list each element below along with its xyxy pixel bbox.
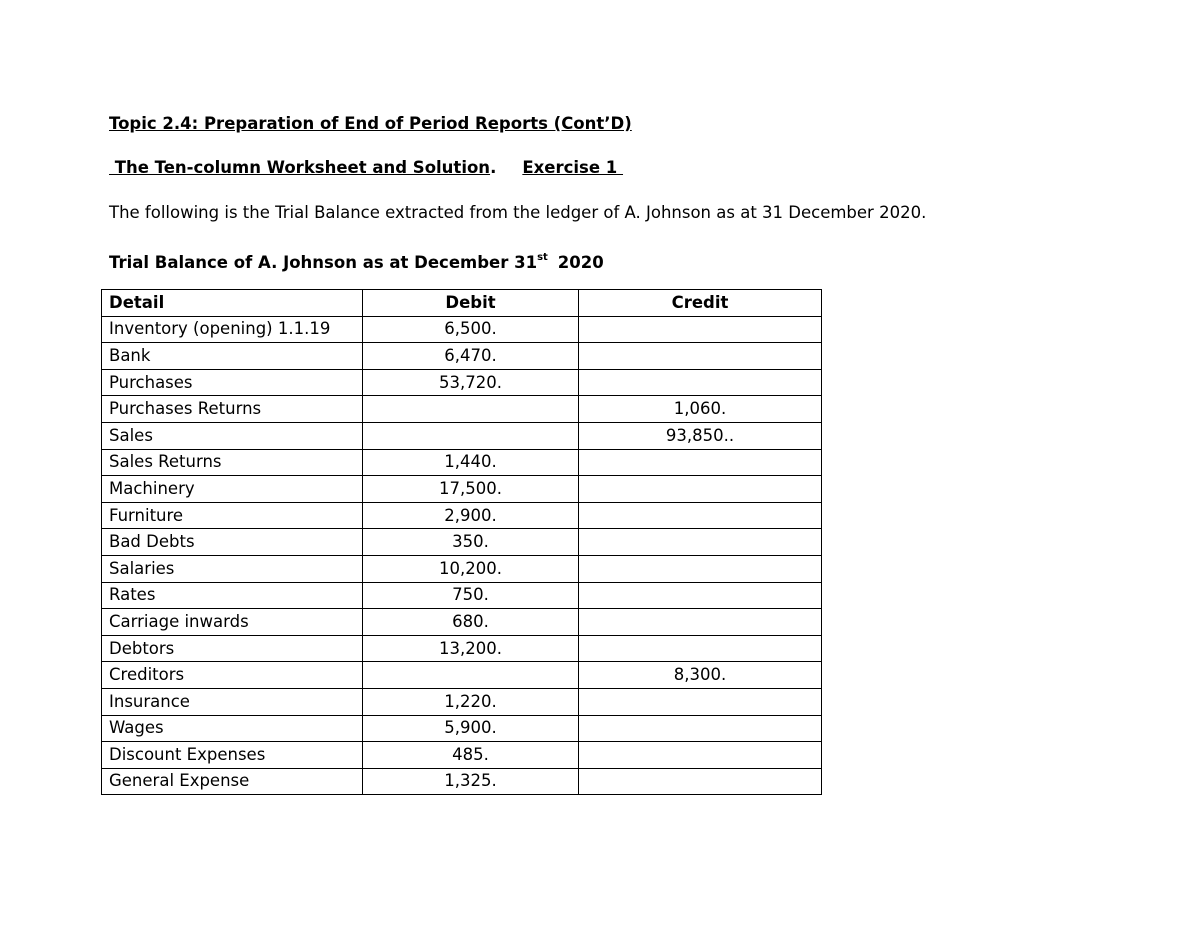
debit-cell: 53,720. — [363, 369, 579, 396]
table-row — [102, 768, 822, 795]
credit-cell — [579, 742, 822, 769]
detail-cell: Discount Expenses — [102, 742, 363, 769]
debit-cell: 17,500. — [363, 476, 579, 503]
detail-cell: Debtors — [102, 635, 363, 662]
table-row — [102, 422, 822, 449]
debit-cell: 350. — [363, 529, 579, 556]
table-row — [102, 609, 822, 636]
detail-cell: Sales Returns — [102, 449, 363, 476]
detail-cell: Machinery — [102, 476, 363, 503]
detail-cell: General Expense — [102, 768, 363, 795]
debit-cell: 1,220. — [363, 688, 579, 715]
detail-cell: Salaries — [102, 555, 363, 582]
detail-cell: Purchases — [102, 369, 363, 396]
table-row — [102, 476, 822, 503]
debit-cell: 6,500. — [363, 316, 579, 343]
table-row — [102, 715, 822, 742]
table-row — [102, 635, 822, 662]
debit-cell — [363, 396, 579, 423]
debit-cell: 10,200. — [363, 555, 579, 582]
debit-cell: 750. — [363, 582, 579, 609]
table-title — [109, 248, 604, 273]
credit-cell — [579, 502, 822, 529]
credit-cell: 1,060. — [579, 396, 822, 423]
credit-cell — [579, 688, 822, 715]
table-row — [102, 742, 822, 769]
credit-cell — [579, 609, 822, 636]
table-row — [102, 369, 822, 396]
detail-cell: Rates — [102, 582, 363, 609]
exercise-label: Exercise 1 — [522, 158, 624, 177]
credit-cell: 8,300. — [579, 662, 822, 689]
detail-cell: Inventory (opening) 1.1.19 — [102, 316, 363, 343]
credit-cell: 93,850.. — [579, 422, 822, 449]
credit-cell — [579, 529, 822, 556]
debit-cell: 5,900. — [363, 715, 579, 742]
trial-balance-table — [101, 289, 822, 795]
credit-cell — [579, 316, 822, 343]
table-title-superscript: st — [537, 252, 548, 263]
detail-cell: Purchases Returns — [102, 396, 363, 423]
header-debit: Debit — [363, 290, 579, 317]
debit-cell: 6,470. — [363, 343, 579, 370]
credit-cell — [579, 369, 822, 396]
table-row — [102, 688, 822, 715]
debit-cell: 1,440. — [363, 449, 579, 476]
table-row — [102, 582, 822, 609]
table-row — [102, 449, 822, 476]
subtitle-line — [109, 158, 623, 178]
debit-cell — [363, 662, 579, 689]
detail-cell: Insurance — [102, 688, 363, 715]
table-body — [102, 316, 822, 795]
credit-cell — [579, 343, 822, 370]
detail-cell: Carriage inwards — [102, 609, 363, 636]
debit-cell: 1,325. — [363, 768, 579, 795]
debit-cell: 485. — [363, 742, 579, 769]
credit-cell — [579, 555, 822, 582]
table-title-text: Trial Balance of A. Johnson as at December 31 — [109, 253, 538, 272]
credit-cell — [579, 715, 822, 742]
credit-cell — [579, 582, 822, 609]
detail-cell: Sales — [102, 422, 363, 449]
header-credit: Credit — [579, 290, 822, 317]
detail-cell: Bad Debts — [102, 529, 363, 556]
worksheet-subtitle: The Ten-column Worksheet and Solution — [109, 158, 491, 177]
detail-cell: Creditors — [102, 662, 363, 689]
debit-cell: 680. — [363, 609, 579, 636]
table-row — [102, 343, 822, 370]
table-row — [102, 555, 822, 582]
debit-cell — [363, 422, 579, 449]
intro-text: The following is the Trial Balance extracted from the ledger of A. Johnson as at 31 December 2020. — [109, 203, 927, 222]
credit-cell — [579, 476, 822, 503]
credit-cell — [579, 449, 822, 476]
table-row — [102, 529, 822, 556]
topic-heading: Topic 2.4: Preparation of End of Period Reports (Cont’D) — [109, 114, 632, 133]
subtitle-period: . — [490, 158, 497, 177]
detail-cell: Furniture — [102, 502, 363, 529]
detail-cell: Wages — [102, 715, 363, 742]
table-title-year: 2020 — [557, 253, 604, 272]
table-row — [102, 502, 822, 529]
debit-cell: 13,200. — [363, 635, 579, 662]
credit-cell — [579, 768, 822, 795]
header-detail: Detail — [102, 290, 363, 317]
detail-cell: Bank — [102, 343, 363, 370]
table-header-row — [102, 290, 822, 317]
table-row — [102, 396, 822, 423]
debit-cell: 2,900. — [363, 502, 579, 529]
credit-cell — [579, 635, 822, 662]
table-row — [102, 316, 822, 343]
table-row — [102, 662, 822, 689]
